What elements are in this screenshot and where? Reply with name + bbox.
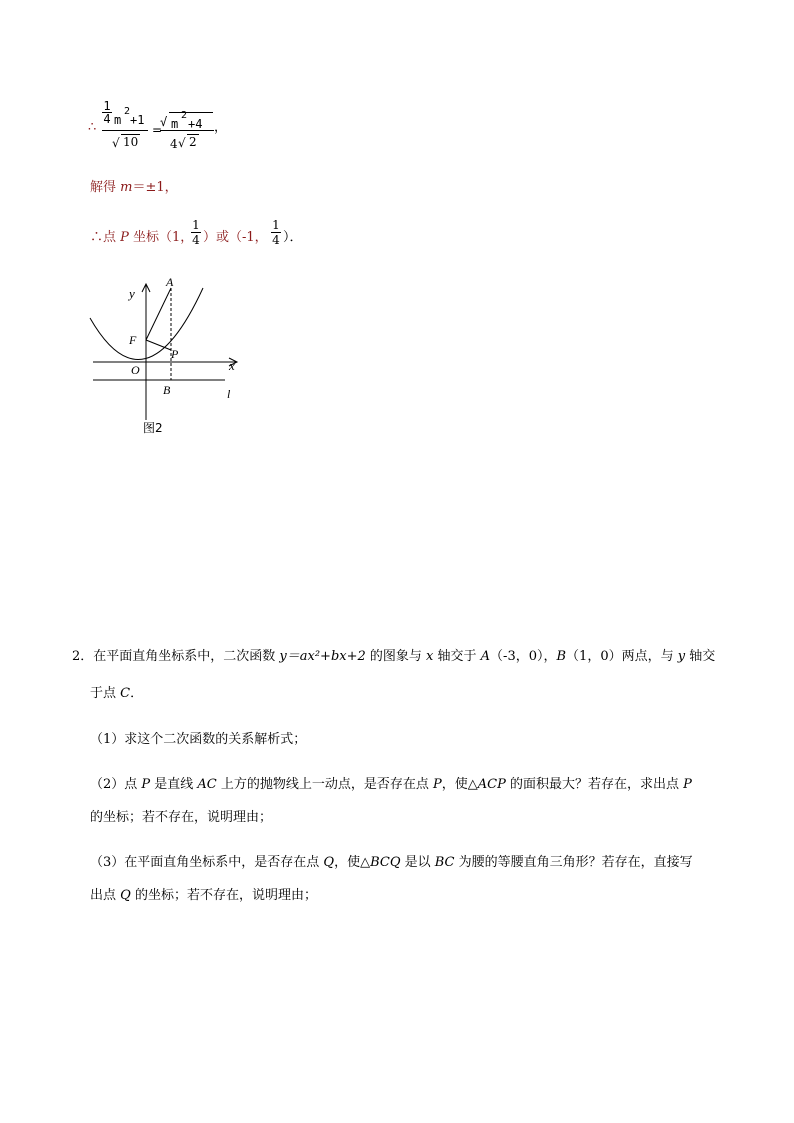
rhs-fraction: √ m 2 +4 4 √ 2 <box>160 104 214 151</box>
problem2-line2 <box>90 684 143 704</box>
frac2-den: 4 <box>272 233 280 247</box>
p2-text-a: 在平面直角坐标系中，二次函数 <box>93 649 280 664</box>
q2-P: P <box>141 777 151 792</box>
p2-y: y <box>677 649 686 664</box>
label-P: P <box>171 347 179 361</box>
p2-text-f: 轴交 <box>685 649 716 664</box>
p2-l2-a: 于点 <box>90 686 121 701</box>
lhs-den: 10 <box>123 135 139 149</box>
label-A: A <box>166 275 174 289</box>
q3-d: 为腰的等腰直角三角形？若存在，直接写 <box>454 855 693 870</box>
question-3-line1 <box>90 853 693 873</box>
label-y: y <box>129 286 135 301</box>
solve-prefix: 解得 <box>90 180 121 195</box>
rhs-exp: 2 <box>181 110 188 121</box>
q2-line2-text: 的坐标；若不存在，说明理由； <box>90 810 273 825</box>
p2-A: A <box>480 649 491 664</box>
q3-c: 是以 <box>400 855 435 870</box>
point-var: P <box>120 230 129 245</box>
q2-P2: P <box>433 777 442 792</box>
label-x: x <box>229 358 235 373</box>
frac1-den: 4 <box>192 233 200 247</box>
question-2-line2 <box>90 808 272 828</box>
frac1-num: 1 <box>192 218 200 232</box>
solve-line <box>90 178 178 198</box>
lhs-quarter-den: 4 <box>103 112 111 126</box>
figure-caption: 图2 <box>143 421 163 435</box>
p2-x: x <box>426 649 434 664</box>
solve-rest: ＝±1， <box>132 180 178 195</box>
segment-FA <box>146 288 171 340</box>
q3-a: （3）在平面直角坐标系中，是否存在点 <box>90 855 324 870</box>
rhs-den-coef: 4 <box>170 137 178 151</box>
label-B: B <box>163 383 171 397</box>
point-frac-2 <box>271 218 281 247</box>
eq-comma: ， <box>214 120 228 135</box>
rhs-plus: +4 <box>188 117 203 131</box>
lhs-quarter-num: 1 <box>103 99 111 113</box>
lhs-exp: 2 <box>124 106 131 117</box>
p2-equation: y＝ax²+bx+2 <box>279 649 366 664</box>
lhs-fraction: 1 4 m 2 +1 √ 10 <box>102 100 142 151</box>
question-3-line2 <box>90 886 317 906</box>
point-prefix: ∴点 <box>90 230 121 245</box>
therefore-symbol: ∴ <box>88 120 97 135</box>
p2-text-d: （-3，0）， <box>490 649 557 664</box>
lhs-plus: +1 <box>130 113 145 127</box>
lhs-m: m <box>114 113 122 127</box>
q2-e: 的面积最大？若存在，求出点 <box>505 777 684 792</box>
q2-ACP: ACP <box>477 777 506 792</box>
point-text1: 坐标（1， <box>128 230 194 245</box>
point-frac-1 <box>191 218 201 247</box>
point-text3: ）． <box>283 230 303 245</box>
problem-number: 2． <box>72 649 94 664</box>
p2-text-e: （1，0）两点，与 <box>566 649 678 664</box>
q2-P3: P <box>683 777 692 792</box>
label-O: O <box>131 363 140 377</box>
label-l: l <box>227 387 231 401</box>
question-2-line1 <box>90 775 692 795</box>
q1-text: （1）求这个二次函数的关系解析式； <box>90 732 307 747</box>
equals-sign: = <box>152 123 163 137</box>
q3-l2-a: 出点 <box>90 888 121 903</box>
q3-l2-b: 的坐标；若不存在，说明理由； <box>130 888 317 903</box>
q3-BC: BC <box>434 855 455 870</box>
p2-C: C <box>120 686 131 701</box>
q2-a: （2）点 <box>90 777 142 792</box>
q3-b: ，使△ <box>334 855 371 870</box>
solve-var: m <box>120 180 133 195</box>
p2-B: B <box>556 649 567 664</box>
p2-text-b: 的图象与 <box>365 649 427 664</box>
q2-c: 上方的抛物线上一动点，是否存在点 <box>216 777 434 792</box>
rhs-den-rad: 2 <box>189 135 197 149</box>
label-F: F <box>129 333 137 347</box>
p2-text-c: 轴交于 <box>433 649 481 664</box>
point-text2: ）或（-1， <box>203 230 268 245</box>
q3-BCQ: BCQ <box>370 855 401 870</box>
q2-d: ，使△ <box>441 777 478 792</box>
parabola-figure <box>85 272 245 440</box>
q3-l2-Q: Q <box>120 888 131 903</box>
question-1 <box>90 730 306 750</box>
frac2-num: 1 <box>272 218 280 232</box>
problem2-line1 <box>72 647 715 667</box>
p2-l2-b: ． <box>130 686 144 701</box>
q2-b: 是直线 <box>150 777 198 792</box>
q2-AC: AC <box>197 777 217 792</box>
rhs-m: m <box>171 117 179 131</box>
q3-Q: Q <box>323 855 335 870</box>
